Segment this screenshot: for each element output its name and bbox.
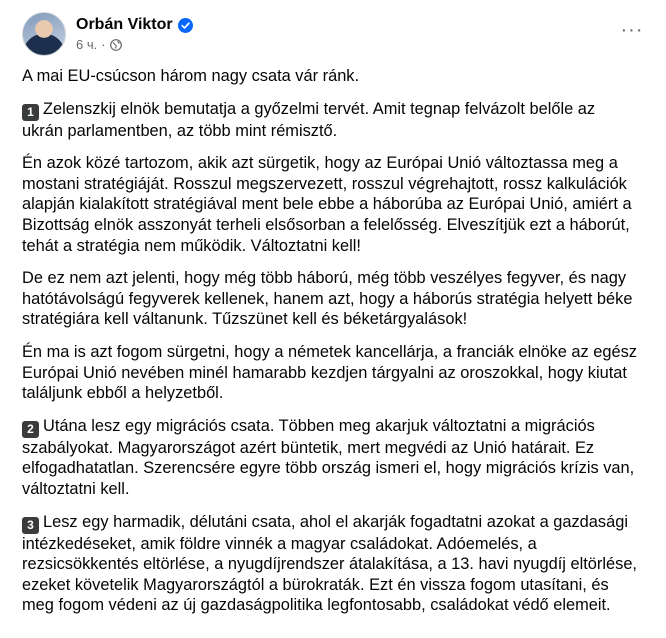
separator-dot: · xyxy=(101,37,106,52)
post-timestamp[interactable]: 6 ч. xyxy=(76,37,98,52)
paragraph-negotiation: Én ma is azt fogom sürgetni, hogy a németek kancellárja, a franciák elnöke az egész Európai Unió nevében minél hamarabb kezdjen tárgyalni az oroszokkal, hogy kiutat találjunk ebből a helyzetből. xyxy=(22,342,637,403)
author-avatar[interactable] xyxy=(22,12,66,56)
post-header xyxy=(22,11,193,57)
paragraph-intro: A mai EU-csúcson három nagy csata vár ránk. xyxy=(22,67,360,85)
globe-icon[interactable] xyxy=(110,39,122,51)
number-one-icon: 1 xyxy=(22,104,39,121)
number-three-icon: 3 xyxy=(22,517,39,534)
number-two-icon: 2 xyxy=(22,421,39,438)
paragraph-point-3: 3 Lesz egy harmadik, délutáni csata, ahol el akarják fogadtatni azokat a gazdasági intézkedéseket, amik földre vinnék a magyar családokat. Adóemelés, a rezsicsökkentés eltörlése, a nyugdíjrendszer átalakítása, a 13. havi nyugdíj eltörlése, ezeket követelik Magyarországtól a bürokraták. Ezt én vissza fogom utasítani, és meg fogom védeni az új gazdaságpolitika legfontosabb, családokat védő elemeit. xyxy=(22,512,637,615)
more-options-icon[interactable]: ··· xyxy=(620,19,644,41)
post-body xyxy=(22,66,652,628)
post-subline xyxy=(76,37,193,53)
author-row xyxy=(76,15,193,35)
paragraph-peace: De ez nem azt jelenti, hogy még több háború, még több veszélyes fegyver, és nagy hatótávolságú fegyverek kellenek, hanem azt, hogy a háborús stratégia helyett béke stratégiára kell váltanunk. Tűzszünet kell és béketárgyalások! xyxy=(22,269,633,329)
author-name[interactable]: Orbán Viktor xyxy=(76,16,173,33)
paragraph-strategy: Én azok közé tartozom, akik azt sürgetik, hogy az Európai Unió változtassa meg a mostani stratégiáját. Rosszul megszervezett, rosszul végrehajtott, rossz kalkulációk alapján kialakított stratégiával ment bele ebbe a háborúba az Európai Unió, amiért a Bizottság elnök asszonyát terheli elsősorban a felelősség. Elveszítjük ezt a háborút, tehát a stratégia nem működik. Változtatni kell! xyxy=(22,154,632,255)
verified-badge-icon xyxy=(178,18,193,33)
paragraph-point-2: 2 Utána lesz egy migrációs csata. Többen meg akarjuk változtatni a migrációs szabályokat. Magyarországot azért büntetik, mert megvédi az Unió határait. Ez elfogadhatatlan. Szerencsére egyre több ország ismeri el, hogy migrációs krízis van, változtatni kell. xyxy=(22,416,635,498)
paragraph-point-1: 1 Zelenszkij elnök bemutatja a győzelmi tervét. Amit tegnap felvázolt belőle az ukrán parlamentben, az több mint rémisztő. xyxy=(22,99,596,140)
post-meta xyxy=(76,15,193,53)
